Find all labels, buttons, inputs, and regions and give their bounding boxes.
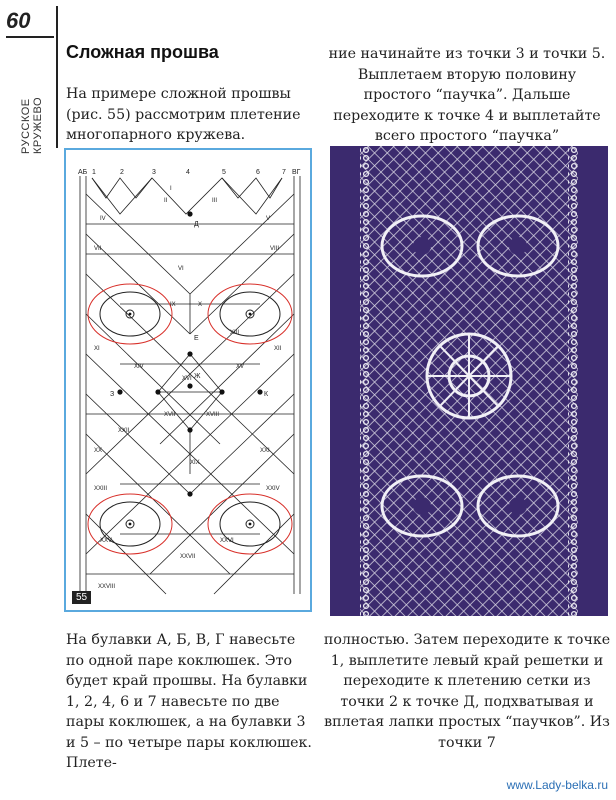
bottom-right-paragraph: полностью. Затем переходите к точке 1, выплетите левый край решетки и переходите к плетению сетки из точки 2 к точке Д, подхватывая и вплетая лапки простых “паучков”. Из точки 7: [323, 632, 611, 751]
svg-text:З: З: [110, 391, 115, 398]
label-vg: ВГ: [292, 169, 301, 176]
svg-text:XVIII: XVIII: [206, 412, 220, 418]
header-rule-vertical: [56, 6, 58, 148]
svg-text:К: К: [264, 391, 269, 398]
lace-illustration: [330, 146, 608, 616]
pattern-figure: [64, 148, 312, 612]
svg-text:IV: IV: [100, 216, 106, 222]
figure-number: 55: [72, 591, 91, 604]
svg-text:XIII: XIII: [230, 330, 240, 336]
svg-text:XXII: XXII: [118, 428, 130, 434]
svg-text:III: III: [212, 198, 218, 204]
label-5: 5: [222, 169, 226, 176]
svg-text:XXVIII: XXVIII: [98, 584, 116, 590]
svg-text:XXIII: XXIII: [94, 486, 108, 492]
svg-text:XVII: XVII: [164, 412, 176, 418]
svg-text:XI: XI: [94, 346, 100, 352]
header-rule-horizontal: [6, 36, 54, 38]
svg-text:Д: Д: [194, 221, 199, 228]
series-title: РУССКОЕ КРУЖЕВО: [20, 96, 44, 154]
figure-top-labels: [78, 169, 301, 176]
right-column-top-paragraph: ние начинайте из точки 3 и точки 5. Выплетаем вторую половину простого “паучка”. Дальше переходите к точке 4 и выплетайте всего простого “паучка”: [328, 46, 606, 144]
svg-text:XII: XII: [274, 346, 282, 352]
svg-text:II: II: [164, 198, 168, 204]
svg-text:VIII: VIII: [270, 246, 280, 252]
svg-text:VI: VI: [178, 266, 184, 272]
svg-text:XXV: XXV: [100, 538, 113, 544]
svg-text:XXIV: XXIV: [266, 486, 280, 492]
svg-text:XXVI: XXVI: [220, 538, 234, 544]
pattern-diagram: [70, 154, 310, 610]
svg-text:I: I: [170, 186, 172, 192]
section-title: Сложная прошва: [66, 42, 219, 62]
label-4: 4: [186, 169, 190, 176]
label-3: 3: [152, 169, 156, 176]
svg-text:VII: VII: [94, 246, 102, 252]
svg-text:V: V: [266, 216, 271, 222]
svg-text:XIX: XIX: [190, 460, 200, 466]
svg-text:XXI: XXI: [260, 448, 270, 454]
svg-text:Ж: Ж: [194, 373, 201, 380]
svg-text:Е: Е: [194, 335, 199, 342]
svg-text:IX: IX: [170, 302, 176, 308]
label-2: 2: [120, 169, 124, 176]
page-number: 60: [6, 8, 31, 33]
svg-text:X: X: [198, 302, 203, 308]
figure-letter-labels: [110, 221, 269, 398]
svg-text:XIV: XIV: [134, 364, 144, 370]
lace-photo: [330, 146, 608, 616]
svg-text:XX: XX: [94, 448, 103, 454]
bottom-left-paragraph: На булавки А, Б, В, Г навесьте по одной паре коклюшек. Это будет край прошвы. На булавки 1, 2, 4, 6 и 7 навесьте по две пары коклюшек, а на булавки 3 и 5 – по четыре пары коклюшек. Плете-: [66, 632, 312, 771]
svg-text:XV: XV: [236, 364, 245, 370]
figure-roman-labels: [94, 186, 282, 590]
label-7: 7: [282, 169, 286, 176]
label-6: 6: [256, 169, 260, 176]
intro-paragraph: На примере сложной прошвы (рис. 55) рассмотрим плетение многопарного кружева.: [66, 86, 301, 143]
watermark: www.Lady-belka.ru: [506, 778, 608, 792]
label-ab: АБ: [78, 169, 88, 176]
svg-text:XVI: XVI: [182, 376, 192, 382]
label-1: 1: [92, 169, 96, 176]
svg-text:XXVII: XXVII: [180, 554, 196, 560]
